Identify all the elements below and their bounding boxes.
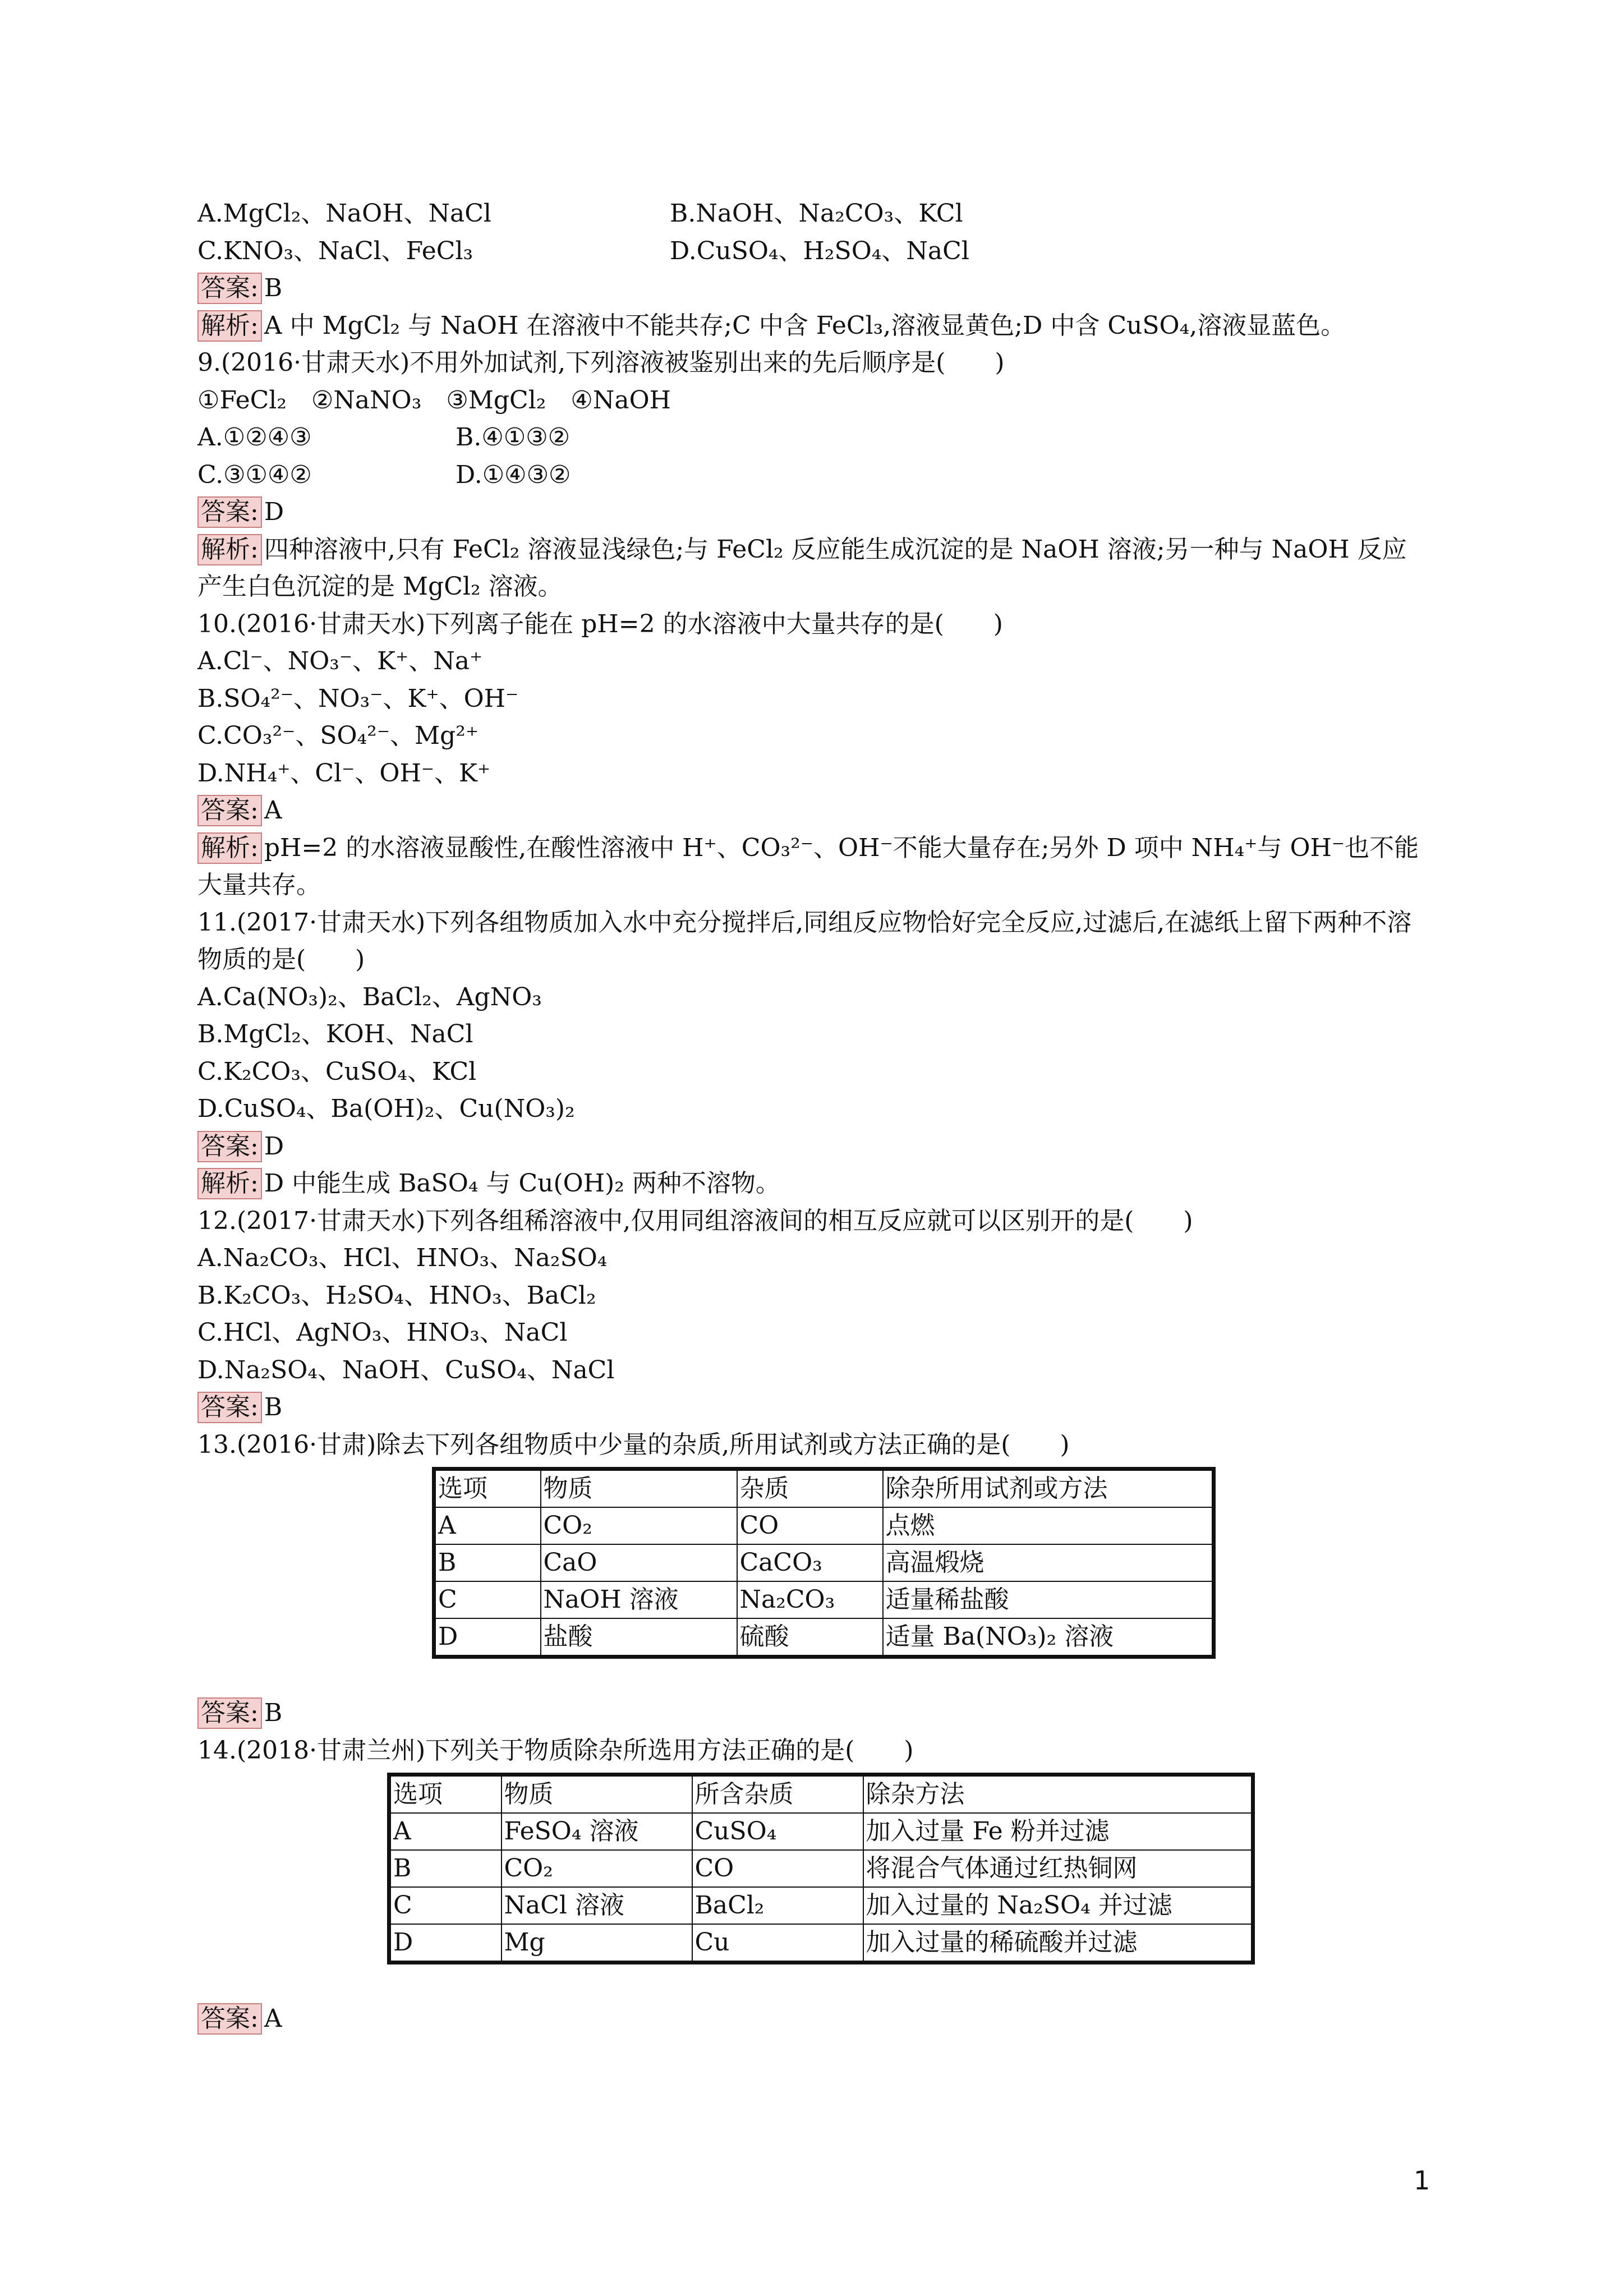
q13-answer-line bbox=[197, 1695, 1426, 1732]
q9-stem: 9.(2016·甘肃天水)不用外加试剂,下列溶液被鉴别出来的先后顺序是( ) bbox=[197, 348, 1005, 377]
answer-label: 答案: bbox=[197, 1131, 262, 1162]
spacer bbox=[197, 1659, 1426, 1695]
q14-table bbox=[387, 1773, 1255, 1964]
answer-label: 答案: bbox=[197, 1697, 262, 1729]
table-header-cell: 选项 bbox=[434, 1469, 541, 1508]
answer-label: 答案: bbox=[197, 1392, 262, 1423]
table-cell: 高温煅烧 bbox=[883, 1544, 1214, 1581]
q10-answer-line bbox=[197, 792, 1426, 830]
table-header-row bbox=[434, 1469, 1214, 1508]
table-cell: CaCO₃ bbox=[737, 1544, 883, 1581]
document-body bbox=[197, 195, 1426, 2038]
table-cell: A bbox=[389, 1813, 502, 1850]
table-header-cell: 除杂所用试剂或方法 bbox=[883, 1469, 1214, 1508]
answer-label: 答案: bbox=[197, 2003, 262, 2035]
table-cell: 将混合气体通过红热铜网 bbox=[863, 1850, 1253, 1887]
q14-answer: A bbox=[264, 2004, 282, 2033]
q12-option-c: C.HCl、AgNO₃、HNO₃、NaCl bbox=[197, 1318, 568, 1347]
q13-table-wrap bbox=[432, 1467, 1426, 1659]
q9-analysis: 四种溶液中,只有 FeCl₂ 溶液显浅绿色;与 FeCl₂ 反应能生成沉淀的是 NaOH 溶液;另一种与 NaOH 反应产生白色沉淀的是 MgCl₂ 溶液。 bbox=[197, 535, 1407, 601]
answer-label: 答案: bbox=[197, 496, 262, 528]
table-row bbox=[389, 1850, 1253, 1887]
table-header-cell: 所含杂质 bbox=[692, 1775, 863, 1814]
q14-answer-line bbox=[197, 2000, 1426, 2038]
table-header-cell: 选项 bbox=[389, 1775, 502, 1814]
q12-option-d: D.Na₂SO₄、NaOH、CuSO₄、NaCl bbox=[197, 1355, 615, 1384]
q11-option-d: D.CuSO₄、Ba(OH)₂、Cu(NO₃)₂ bbox=[197, 1094, 575, 1123]
page-number: 1 bbox=[1414, 2165, 1430, 2196]
q8-options-row2 bbox=[197, 233, 1426, 270]
table-cell: 硫酸 bbox=[737, 1618, 883, 1657]
table-cell: 加入过量的稀硫酸并过滤 bbox=[863, 1924, 1253, 1963]
table-cell: 点燃 bbox=[883, 1507, 1214, 1544]
q10-option-c: C.CO₃²⁻、SO₄²⁻、Mg²⁺ bbox=[197, 721, 479, 750]
table-header-cell: 物质 bbox=[502, 1775, 692, 1814]
table-row bbox=[389, 1813, 1253, 1850]
table-row bbox=[389, 1924, 1253, 1963]
table-cell: D bbox=[434, 1618, 541, 1657]
table-cell: NaCl 溶液 bbox=[502, 1887, 692, 1924]
table-cell: C bbox=[389, 1887, 502, 1924]
analysis-label: 解析: bbox=[197, 534, 262, 565]
table-cell: 适量 Ba(NO₃)₂ 溶液 bbox=[883, 1618, 1214, 1657]
q12-answer-line bbox=[197, 1389, 1426, 1427]
q9-option-b: B.④①③② bbox=[456, 423, 571, 452]
q9-items: ①FeCl₂ ②NaNO₃ ③MgCl₂ ④NaOH bbox=[197, 385, 671, 415]
q8-answer-line bbox=[197, 270, 1426, 307]
q9-answer-line bbox=[197, 494, 1426, 531]
table-cell: BaCl₂ bbox=[692, 1887, 863, 1924]
analysis-label: 解析: bbox=[197, 310, 262, 342]
table-header-cell: 物质 bbox=[541, 1469, 737, 1508]
q14-stem: 14.(2018·甘肃兰州)下列关于物质除杂所选用方法正确的是( ) bbox=[197, 1736, 914, 1765]
q11-option-a: A.Ca(NO₃)₂、BaCl₂、AgNO₃ bbox=[197, 982, 542, 1011]
table-row bbox=[434, 1581, 1214, 1618]
q11-answer-line bbox=[197, 1128, 1426, 1166]
table-header-cell: 除杂方法 bbox=[863, 1775, 1253, 1814]
q8-answer: B bbox=[264, 274, 283, 302]
spacer bbox=[197, 1964, 1426, 2000]
q9-option-d: D.①④③② bbox=[456, 460, 571, 489]
q11-option-b: B.MgCl₂、KOH、NaCl bbox=[197, 1020, 473, 1048]
q12-option-a: A.Na₂CO₃、HCl、HNO₃、Na₂SO₄ bbox=[197, 1244, 608, 1272]
table-cell: B bbox=[389, 1850, 502, 1887]
table-row bbox=[434, 1507, 1214, 1544]
answer-label: 答案: bbox=[197, 273, 262, 304]
q9-options-row2 bbox=[197, 457, 1426, 494]
table-cell: A bbox=[434, 1507, 541, 1544]
q10-analysis: pH=2 的水溶液显酸性,在酸性溶液中 H⁺、CO₃²⁻、OH⁻不能大量存在;另外 D 项中 NH₄⁺与 OH⁻也不能大量共存。 bbox=[197, 833, 1419, 899]
q9-analysis-block bbox=[197, 531, 1426, 606]
q11-option-c: C.K₂CO₃、CuSO₄、KCl bbox=[197, 1057, 477, 1086]
q10-stem: 10.(2016·甘肃天水)下列离子能在 pH=2 的水溶液中大量共存的是( ) bbox=[197, 609, 1003, 638]
q8-option-c: C.KNO₃、NaCl、FeCl₃ bbox=[197, 236, 473, 265]
q8-analysis-line bbox=[197, 307, 1426, 345]
table-cell: CO₂ bbox=[502, 1850, 692, 1887]
q8-analysis: A 中 MgCl₂ 与 NaOH 在溶液中不能共存;C 中含 FeCl₃,溶液显黄色;D 中含 CuSO₄,溶液显蓝色。 bbox=[264, 311, 1346, 340]
table-cell: CaO bbox=[541, 1544, 737, 1581]
q14-table-wrap bbox=[387, 1773, 1426, 1964]
q12-option-b: B.K₂CO₃、H₂SO₄、HNO₃、BaCl₂ bbox=[197, 1281, 596, 1310]
q9-option-c: C.③①④② bbox=[197, 460, 312, 489]
q10-option-a: A.Cl⁻、NO₃⁻、K⁺、Na⁺ bbox=[197, 647, 483, 675]
table-cell: 加入过量 Fe 粉并过滤 bbox=[863, 1813, 1253, 1850]
q13-stem: 13.(2016·甘肃)除去下列各组物质中少量的杂质,所用试剂或方法正确的是( ) bbox=[197, 1430, 1070, 1459]
table-cell: FeSO₄ 溶液 bbox=[502, 1813, 692, 1850]
q13-answer: B bbox=[264, 1699, 283, 1727]
table-cell: Cu bbox=[692, 1924, 863, 1963]
table-cell: CO bbox=[737, 1507, 883, 1544]
q9-answer: D bbox=[264, 498, 284, 526]
q10-option-b: B.SO₄²⁻、NO₃⁻、K⁺、OH⁻ bbox=[197, 684, 519, 713]
table-header-row bbox=[389, 1775, 1253, 1814]
table-cell: 适量稀盐酸 bbox=[883, 1581, 1214, 1618]
q11-analysis-line bbox=[197, 1165, 1426, 1203]
q11-answer: D bbox=[264, 1131, 284, 1161]
table-cell: NaOH 溶液 bbox=[541, 1581, 737, 1618]
q12-stem: 12.(2017·甘肃天水)下列各组稀溶液中,仅用同组溶液间的相互反应就可以区别开的是( ) bbox=[197, 1206, 1193, 1235]
analysis-label: 解析: bbox=[197, 1168, 262, 1199]
table-row bbox=[389, 1887, 1253, 1924]
q12-answer: B bbox=[264, 1393, 283, 1421]
answer-label: 答案: bbox=[197, 795, 262, 826]
analysis-label: 解析: bbox=[197, 832, 262, 864]
q10-answer: A bbox=[264, 796, 282, 825]
table-cell: 加入过量的 Na₂SO₄ 并过滤 bbox=[863, 1887, 1253, 1924]
q9-options-row1 bbox=[197, 419, 1426, 457]
table-cell: CO₂ bbox=[541, 1507, 737, 1544]
q8-option-d: D.CuSO₄、H₂SO₄、NaCl bbox=[670, 236, 969, 265]
q9-option-a: A.①②④③ bbox=[197, 423, 312, 452]
q11-stem: 11.(2017·甘肃天水)下列各组物质加入水中充分搅拌后,同组反应物恰好完全反应,过滤后,在滤纸上留下两种不溶物质的是( ) bbox=[197, 908, 1412, 974]
table-cell: Na₂CO₃ bbox=[737, 1581, 883, 1618]
table-cell: C bbox=[434, 1581, 541, 1618]
table-cell: D bbox=[389, 1924, 502, 1963]
table-cell: B bbox=[434, 1544, 541, 1581]
table-cell: CO bbox=[692, 1850, 863, 1887]
q10-analysis-block bbox=[197, 830, 1426, 904]
q11-analysis: D 中能生成 BaSO₄ 与 Cu(OH)₂ 两种不溶物。 bbox=[264, 1169, 780, 1198]
q8-option-a: A.MgCl₂、NaOH、NaCl bbox=[197, 199, 492, 228]
q10-option-d: D.NH₄⁺、Cl⁻、OH⁻、K⁺ bbox=[197, 758, 491, 788]
table-row bbox=[434, 1618, 1214, 1657]
table-cell: CuSO₄ bbox=[692, 1813, 863, 1850]
table-header-cell: 杂质 bbox=[737, 1469, 883, 1508]
table-cell: 盐酸 bbox=[541, 1618, 737, 1657]
table-cell: Mg bbox=[502, 1924, 692, 1963]
table-row bbox=[434, 1544, 1214, 1581]
q13-table bbox=[432, 1467, 1216, 1659]
q8-options-row1 bbox=[197, 195, 1426, 233]
q8-option-b: B.NaOH、Na₂CO₃、KCl bbox=[670, 199, 963, 228]
